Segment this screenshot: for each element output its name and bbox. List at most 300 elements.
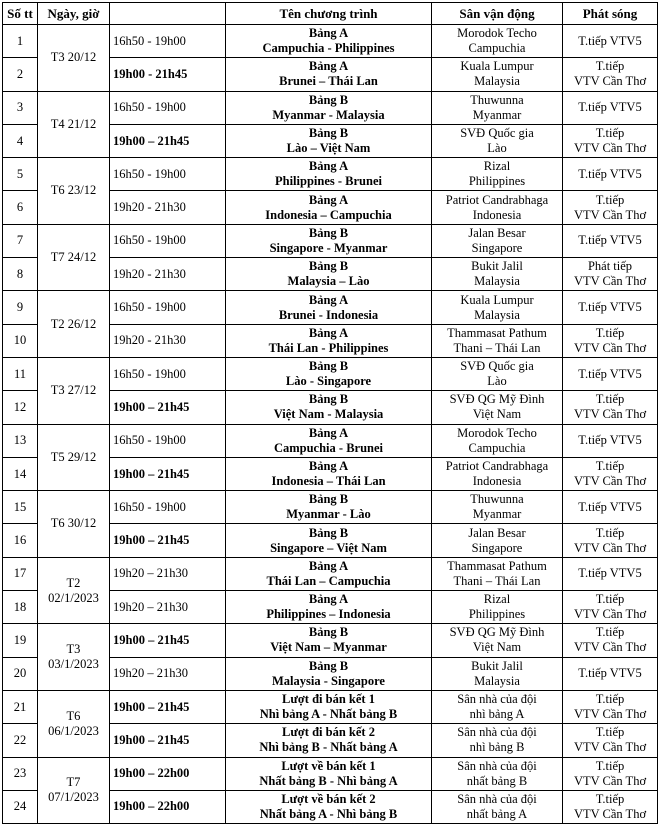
- cell-time: 16h50 - 19h00: [110, 91, 226, 124]
- cell-line: Campuchia - Brunei: [273, 440, 384, 455]
- cell-line: Bảng B: [308, 92, 349, 107]
- cell-stadium: [432, 91, 563, 124]
- cell-line: T3: [66, 642, 81, 657]
- cell-time: 16h50 - 19h00: [110, 424, 226, 457]
- cell-line: Kuala Lumpur: [460, 292, 534, 307]
- cell-line: Campuchia: [468, 440, 526, 455]
- cell-line: Bảng B: [308, 225, 349, 240]
- cell-program: [226, 657, 432, 690]
- cell-broadcast: [563, 524, 658, 557]
- cell-stadium: [432, 624, 563, 657]
- cell-broadcast: [563, 491, 658, 524]
- cell-time: 19h00 – 21h45: [110, 624, 226, 657]
- table-row: [3, 357, 658, 390]
- cell-stt: 20: [3, 657, 38, 690]
- cell-broadcast: [563, 258, 658, 291]
- cell-line: Sân nhà của đội: [457, 758, 537, 773]
- cell-line: Singapore - Myanmar: [269, 240, 388, 255]
- cell-line: Bảng A: [308, 192, 349, 207]
- cell-program: [226, 324, 432, 357]
- cell-line: T7 24/12: [50, 250, 97, 265]
- cell-line: T.tiếp: [595, 59, 625, 74]
- table-row: [3, 158, 658, 191]
- cell-program: [226, 457, 432, 490]
- cell-line: Kuala Lumpur: [460, 59, 534, 74]
- cell-program: [226, 224, 432, 257]
- table-row: [3, 690, 658, 723]
- cell-stt: 21: [3, 690, 38, 723]
- cell-line: Myanmar: [472, 507, 522, 522]
- header-date: Ngày, giờ: [38, 3, 110, 25]
- cell-stadium: [432, 690, 563, 723]
- table-row: [3, 624, 658, 657]
- cell-line: SVĐ QG Mỹ Đình: [449, 625, 545, 640]
- cell-line: Bảng A: [308, 292, 349, 307]
- cell-stadium: [432, 524, 563, 557]
- cell-line: Bảng B: [308, 525, 349, 540]
- cell-line: T.tiếp: [595, 592, 625, 607]
- header-broadcast: Phát sóng: [563, 3, 658, 25]
- cell-line: Lượt đi bán kết 2: [282, 725, 375, 740]
- cell-time: 16h50 - 19h00: [110, 25, 226, 58]
- cell-broadcast: [563, 58, 658, 91]
- header-time: [110, 3, 226, 25]
- cell-program: [226, 424, 432, 457]
- cell-line: Jalan Besar: [468, 525, 526, 540]
- cell-date: [38, 91, 110, 158]
- cell-line: Bảng A: [308, 159, 349, 174]
- cell-date: [38, 291, 110, 358]
- cell-line: Bảng B: [308, 658, 349, 673]
- cell-stadium: [432, 224, 563, 257]
- cell-date: [38, 491, 110, 558]
- cell-line: VTV Cần Thơ: [573, 540, 647, 555]
- cell-line: Singapore: [471, 240, 523, 255]
- cell-time: 19h00 - 21h45: [110, 58, 226, 91]
- cell-stt: 8: [3, 258, 38, 291]
- cell-line: Thammasat Pathum: [447, 325, 547, 340]
- cell-line: Rizal: [483, 592, 511, 607]
- cell-line: nhất bảng B: [466, 773, 528, 788]
- cell-line: Bảng A: [308, 558, 349, 573]
- cell-time: 19h00 – 21h45: [110, 124, 226, 157]
- cell-line: VTV Cần Thơ: [573, 474, 647, 488]
- cell-line: T.tiếp: [595, 758, 625, 773]
- cell-line: VTV Cần Thơ: [573, 740, 647, 755]
- cell-time: 19h00 – 21h45: [110, 457, 226, 490]
- cell-line: T.tiếp: [595, 192, 625, 207]
- cell-program: [226, 790, 432, 823]
- cell-program: [226, 258, 432, 291]
- cell-line: Bảng A: [308, 425, 349, 440]
- cell-line: Lào – Việt Nam: [286, 141, 371, 156]
- header-row: [3, 3, 658, 25]
- cell-line: Morodok Techo: [457, 26, 537, 41]
- cell-line: Bukit Jalil: [471, 259, 523, 274]
- cell-line: Malaysia: [474, 307, 520, 322]
- cell-line: T2 26/12: [50, 316, 97, 331]
- cell-line: Malaysia: [474, 673, 520, 688]
- cell-line: VTV Cần Thơ: [573, 74, 647, 89]
- cell-date: [38, 690, 110, 757]
- cell-line: Thái Lan - Philippines: [268, 340, 389, 355]
- cell-broadcast: [563, 191, 658, 224]
- cell-program: [226, 690, 432, 723]
- cell-line: 02/1/2023: [48, 590, 99, 605]
- cell-date: [38, 158, 110, 225]
- cell-line: Lào: [487, 374, 507, 389]
- cell-time: 19h00 – 22h00: [110, 757, 226, 790]
- cell-line: Malaysia: [474, 274, 520, 289]
- cell-program: [226, 624, 432, 657]
- cell-stadium: [432, 591, 563, 624]
- cell-line: Sân nhà của đội: [457, 692, 537, 707]
- cell-line: Bảng B: [308, 492, 349, 507]
- cell-line: Brunei – Thái Lan: [279, 74, 378, 89]
- cell-line: T.tiếp VTV5: [578, 100, 642, 115]
- cell-line: Việt Nam - Malaysia: [273, 407, 384, 422]
- cell-line: Thuwunna: [470, 492, 524, 507]
- cell-line: Việt Nam: [472, 640, 522, 655]
- cell-line: Lượt về bán kết 1: [281, 758, 376, 773]
- cell-line: nhất bảng A: [466, 806, 528, 821]
- cell-line: T.tiếp: [595, 625, 625, 640]
- cell-line: VTV Cần Thơ: [573, 207, 647, 222]
- cell-line: T.tiếp VTV5: [578, 233, 642, 248]
- cell-stt: 12: [3, 391, 38, 424]
- cell-program: [226, 357, 432, 390]
- cell-stadium: [432, 757, 563, 790]
- cell-line: T.tiếp VTV5: [578, 300, 642, 315]
- cell-stadium: [432, 25, 563, 58]
- cell-line: VTV Cần Thơ: [573, 806, 647, 821]
- cell-broadcast: [563, 91, 658, 124]
- cell-program: [226, 491, 432, 524]
- cell-time: 19h00 – 21h45: [110, 690, 226, 723]
- cell-line: Malaysia - Singapore: [272, 673, 385, 688]
- cell-line: Thái Lan – Campuchia: [266, 573, 391, 588]
- cell-broadcast: [563, 790, 658, 823]
- cell-time: 16h50 - 19h00: [110, 158, 226, 191]
- cell-time: 19h20 – 21h30: [110, 591, 226, 624]
- cell-line: T.tiếp: [595, 692, 625, 707]
- cell-line: Morodok Techo: [457, 425, 537, 440]
- cell-broadcast: [563, 124, 658, 157]
- cell-line: 07/1/2023: [48, 790, 99, 805]
- cell-stadium: [432, 557, 563, 590]
- cell-stt: 19: [3, 624, 38, 657]
- cell-stadium: [432, 457, 563, 490]
- cell-line: VTV Cần Thơ: [573, 640, 647, 655]
- cell-line: T.tiếp VTV5: [578, 666, 642, 681]
- cell-line: Indonesia: [472, 207, 522, 222]
- cell-line: Bảng A: [308, 325, 349, 340]
- cell-line: T.tiếp: [595, 791, 625, 806]
- cell-time: 19h20 – 21h30: [110, 557, 226, 590]
- cell-line: VTV Cần Thơ: [573, 141, 647, 156]
- cell-time: 16h50 - 19h00: [110, 491, 226, 524]
- cell-stt: 4: [3, 124, 38, 157]
- cell-line: Thammasat Pathum: [447, 558, 547, 573]
- cell-date: [38, 25, 110, 92]
- cell-line: T2: [66, 575, 81, 590]
- cell-line: T5 29/12: [50, 449, 97, 464]
- cell-time: 19h00 – 21h45: [110, 724, 226, 757]
- cell-stt: 5: [3, 158, 38, 191]
- cell-line: VTV Cần Thơ: [573, 773, 647, 788]
- cell-broadcast: [563, 25, 658, 58]
- cell-program: [226, 724, 432, 757]
- cell-line: Jalan Besar: [468, 225, 526, 240]
- cell-line: SVĐ Quốc gia: [460, 126, 534, 141]
- cell-line: Indonesia – Campuchia: [265, 207, 392, 222]
- cell-line: SVĐ Quốc gia: [460, 359, 534, 374]
- cell-broadcast: [563, 457, 658, 490]
- cell-line: Indonesia: [472, 474, 522, 488]
- cell-broadcast: [563, 424, 658, 457]
- cell-program: [226, 591, 432, 624]
- cell-line: T.tiếp: [595, 525, 625, 540]
- cell-line: T.tiếp: [595, 459, 625, 473]
- cell-line: Singapore – Việt Nam: [270, 540, 387, 555]
- cell-program: [226, 524, 432, 557]
- cell-broadcast: [563, 224, 658, 257]
- cell-line: Patriot Candrabhaga: [445, 459, 549, 473]
- cell-stt: 17: [3, 557, 38, 590]
- cell-line: Lào: [487, 141, 507, 156]
- cell-date: [38, 424, 110, 491]
- cell-program: [226, 291, 432, 324]
- cell-line: T.tiếp: [595, 392, 625, 407]
- cell-line: T6 23/12: [50, 183, 97, 198]
- cell-stt: 1: [3, 25, 38, 58]
- cell-stadium: [432, 724, 563, 757]
- cell-program: [226, 391, 432, 424]
- cell-line: Lượt về bán kết 2: [281, 791, 376, 806]
- cell-time: 19h20 - 21h30: [110, 191, 226, 224]
- cell-stadium: [432, 58, 563, 91]
- cell-program: [226, 757, 432, 790]
- cell-line: T4 21/12: [50, 116, 97, 131]
- cell-program: [226, 191, 432, 224]
- cell-time: 16h50 - 19h00: [110, 224, 226, 257]
- cell-line: Nhất bảng B - Nhì bảng A: [259, 773, 398, 788]
- cell-line: T.tiếp VTV5: [578, 566, 642, 581]
- cell-time: 16h50 - 19h00: [110, 357, 226, 390]
- cell-line: Bảng B: [308, 259, 349, 274]
- cell-stt: 7: [3, 224, 38, 257]
- cell-line: Singapore: [471, 540, 523, 555]
- cell-line: Brunei - Indonesia: [278, 307, 379, 322]
- cell-broadcast: [563, 757, 658, 790]
- table-row: [3, 757, 658, 790]
- header-stt: Số tt: [3, 3, 38, 25]
- cell-line: Việt Nam – Myanmar: [270, 640, 387, 655]
- table-row: [3, 424, 658, 457]
- cell-line: Philippines: [468, 174, 526, 189]
- cell-line: Myanmar - Lào: [286, 507, 371, 522]
- cell-broadcast: [563, 291, 658, 324]
- cell-stt: 10: [3, 324, 38, 357]
- table-row: [3, 557, 658, 590]
- cell-line: T.tiếp VTV5: [578, 366, 642, 381]
- cell-program: [226, 158, 432, 191]
- cell-line: Thani – Thái Lan: [453, 573, 541, 588]
- cell-time: 19h00 – 21h45: [110, 391, 226, 424]
- cell-stadium: [432, 790, 563, 823]
- cell-stadium: [432, 491, 563, 524]
- cell-stt: 15: [3, 491, 38, 524]
- cell-stt: 16: [3, 524, 38, 557]
- cell-date: [38, 557, 110, 624]
- cell-line: 06/1/2023: [48, 723, 99, 738]
- cell-broadcast: [563, 324, 658, 357]
- cell-line: T6: [66, 708, 81, 723]
- cell-line: Lượt đi bán kết 1: [282, 692, 375, 707]
- cell-line: Bảng A: [308, 592, 349, 607]
- cell-stadium: [432, 124, 563, 157]
- cell-program: [226, 58, 432, 91]
- cell-stadium: [432, 291, 563, 324]
- cell-line: Malaysia – Lào: [287, 274, 370, 289]
- cell-stt: 11: [3, 357, 38, 390]
- cell-line: Bảng B: [308, 625, 349, 640]
- cell-line: Việt Nam: [472, 407, 522, 422]
- cell-line: Campuchia: [468, 41, 526, 56]
- cell-line: T.tiếp VTV5: [578, 166, 642, 181]
- cell-stt: 22: [3, 724, 38, 757]
- cell-stt: 9: [3, 291, 38, 324]
- cell-line: Bảng B: [308, 392, 349, 407]
- cell-line: 03/1/2023: [48, 657, 99, 672]
- cell-stt: 14: [3, 457, 38, 490]
- cell-date: [38, 624, 110, 691]
- cell-line: Indonesia – Thái Lan: [271, 474, 386, 488]
- cell-date: [38, 357, 110, 424]
- cell-stt: 18: [3, 591, 38, 624]
- cell-stadium: [432, 324, 563, 357]
- cell-line: Sân nhà của đội: [457, 725, 537, 740]
- cell-stt: 6: [3, 191, 38, 224]
- cell-line: nhì bảng A: [469, 707, 525, 722]
- cell-stt: 24: [3, 790, 38, 823]
- cell-stt: 13: [3, 424, 38, 457]
- cell-stt: 2: [3, 58, 38, 91]
- cell-line: T.tiếp: [595, 126, 625, 141]
- cell-line: Lào - Singapore: [285, 374, 372, 389]
- header-stadium: Sân vận động: [432, 3, 563, 25]
- cell-line: Thani – Thái Lan: [453, 340, 541, 355]
- cell-line: T.tiếp VTV5: [578, 33, 642, 48]
- cell-line: Campuchia - Philippines: [262, 41, 395, 56]
- table-row: [3, 91, 658, 124]
- cell-broadcast: [563, 657, 658, 690]
- cell-line: Philippines - Brunei: [275, 174, 382, 189]
- cell-line: SVĐ QG Mỹ Đình: [449, 392, 545, 407]
- cell-line: T3 20/12: [50, 50, 97, 65]
- cell-program: [226, 25, 432, 58]
- cell-line: Bảng B: [308, 126, 349, 141]
- cell-stt: 3: [3, 91, 38, 124]
- cell-line: Bảng A: [308, 59, 349, 74]
- cell-broadcast: [563, 158, 658, 191]
- cell-broadcast: [563, 724, 658, 757]
- cell-line: Malaysia: [474, 74, 520, 89]
- cell-broadcast: [563, 591, 658, 624]
- cell-line: Nhì bảng A - Nhất bảng B: [259, 707, 398, 722]
- cell-line: Bảng A: [308, 459, 349, 473]
- cell-line: T7: [66, 775, 81, 790]
- table-row: [3, 491, 658, 524]
- cell-line: T3 27/12: [50, 383, 97, 398]
- cell-line: Phát tiếp: [587, 259, 633, 274]
- cell-date: [38, 757, 110, 824]
- cell-line: Myanmar - Malaysia: [272, 107, 385, 122]
- schedule-table: [2, 2, 658, 824]
- cell-line: VTV Cần Thơ: [573, 340, 647, 355]
- cell-date: [38, 224, 110, 291]
- cell-stadium: [432, 357, 563, 390]
- cell-line: T.tiếp: [595, 725, 625, 740]
- cell-line: Patriot Candrabhaga: [445, 192, 549, 207]
- cell-line: Philippines – Indonesia: [266, 607, 391, 622]
- table-row: [3, 291, 658, 324]
- cell-line: T.tiếp: [595, 325, 625, 340]
- cell-line: Nhì bảng B - Nhất bảng A: [259, 740, 398, 755]
- cell-stadium: [432, 258, 563, 291]
- cell-line: Rizal: [483, 159, 511, 174]
- cell-broadcast: [563, 624, 658, 657]
- cell-line: T.tiếp VTV5: [578, 499, 642, 514]
- cell-time: 19h00 – 21h45: [110, 524, 226, 557]
- table-row: [3, 25, 658, 58]
- cell-time: 19h20 - 21h30: [110, 324, 226, 357]
- cell-broadcast: [563, 357, 658, 390]
- cell-broadcast: [563, 391, 658, 424]
- cell-broadcast: [563, 557, 658, 590]
- cell-line: T6 30/12: [50, 516, 97, 531]
- cell-line: Bukit Jalil: [471, 658, 523, 673]
- cell-stadium: [432, 424, 563, 457]
- cell-line: VTV Cần Thơ: [573, 407, 647, 422]
- cell-line: T.tiếp VTV5: [578, 433, 642, 448]
- cell-stadium: [432, 191, 563, 224]
- cell-line: Myanmar: [472, 107, 522, 122]
- cell-line: nhì bảng B: [469, 740, 525, 755]
- cell-stadium: [432, 657, 563, 690]
- table-row: [3, 224, 658, 257]
- cell-program: [226, 557, 432, 590]
- cell-line: VTV Cần Thơ: [573, 707, 647, 722]
- cell-line: Bảng B: [308, 359, 349, 374]
- cell-line: Sân nhà của đội: [457, 791, 537, 806]
- cell-time: 19h20 – 21h30: [110, 657, 226, 690]
- cell-line: Philippines: [468, 607, 526, 622]
- cell-program: [226, 124, 432, 157]
- cell-line: Thuwunna: [470, 92, 524, 107]
- cell-time: 19h20 - 21h30: [110, 258, 226, 291]
- cell-line: Nhất bảng A - Nhì bảng B: [259, 806, 398, 821]
- cell-stadium: [432, 158, 563, 191]
- cell-program: [226, 91, 432, 124]
- cell-line: VTV Cần Thơ: [573, 274, 647, 289]
- cell-stadium: [432, 391, 563, 424]
- cell-broadcast: [563, 690, 658, 723]
- cell-time: 19h00 – 22h00: [110, 790, 226, 823]
- header-program: Tên chương trình: [226, 3, 432, 25]
- cell-stt: 23: [3, 757, 38, 790]
- cell-time: 16h50 - 19h00: [110, 291, 226, 324]
